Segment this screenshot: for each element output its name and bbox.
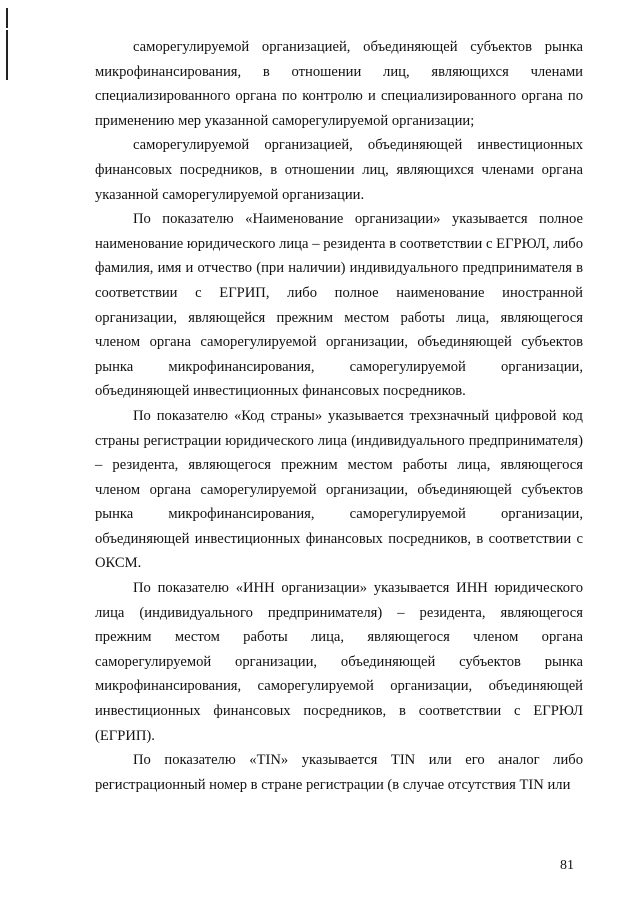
scan-edge-mark (6, 30, 8, 80)
paragraph: саморегулируемой организацией, объединяющей инвестиционных финансовых посредников, в отношении лиц, являющихся членами органа указанной саморегулируемой организации. (95, 137, 583, 203)
page-number: 81 (560, 858, 574, 873)
scan-edge-mark (6, 8, 8, 28)
paragraph: По показателю «Наименование организации» указывается полное наименование юридического лица – резидента в соответствии с ЕГРЮЛ, либо фамилия, имя и отчество (при наличии) индивидуального предпринимателя в соответствии с ЕГРИП, либо полное наименование иностранной организации, являющейся прежним местом работы лица, являющегося членом органа саморегулируемой организации, объединяющей субъектов рынка микрофинансирования, саморегулируемой организации, объединяющей инвестиционных финансовых посредников. (95, 211, 583, 400)
paragraph: По показателю «ИНН организации» указывается ИНН юридического лица (индивидуального предпринимателя) – резидента, являющегося прежним местом работы лица, являющегося членом органа саморегулируемой организации, объединяющей субъектов рынка микрофинансирования, саморегулируемой организации, объединяющей инвестиционных финансовых посредников, в соответствии с ЕГРЮЛ (ЕГРИП). (95, 580, 583, 744)
paragraph: саморегулируемой организацией, объединяющей субъектов рынка микрофинансирования, в отношении лиц, являющихся членами специализированного органа по контролю и специализированного органа по применению мер указанной саморегулируемой организации; (95, 39, 583, 129)
paragraph: По показателю «TIN» указывается TIN или его аналог либо регистрационный номер в стране регистрации (в случае отсутствия TIN или (95, 752, 583, 793)
paragraph: По показателю «Код страны» указывается трехзначный цифровой код страны регистрации юридического лица (индивидуального предпринимателя) – резидента, являющегося прежним местом работы лица, являющегося членом органа саморегулируемой организации, объединяющей субъектов рынка микрофинансирования, саморегулируемой организации, объединяющей инвестиционных финансовых посредников, в соответствии с ОКСМ. (95, 407, 583, 572)
body-text (95, 35, 583, 797)
